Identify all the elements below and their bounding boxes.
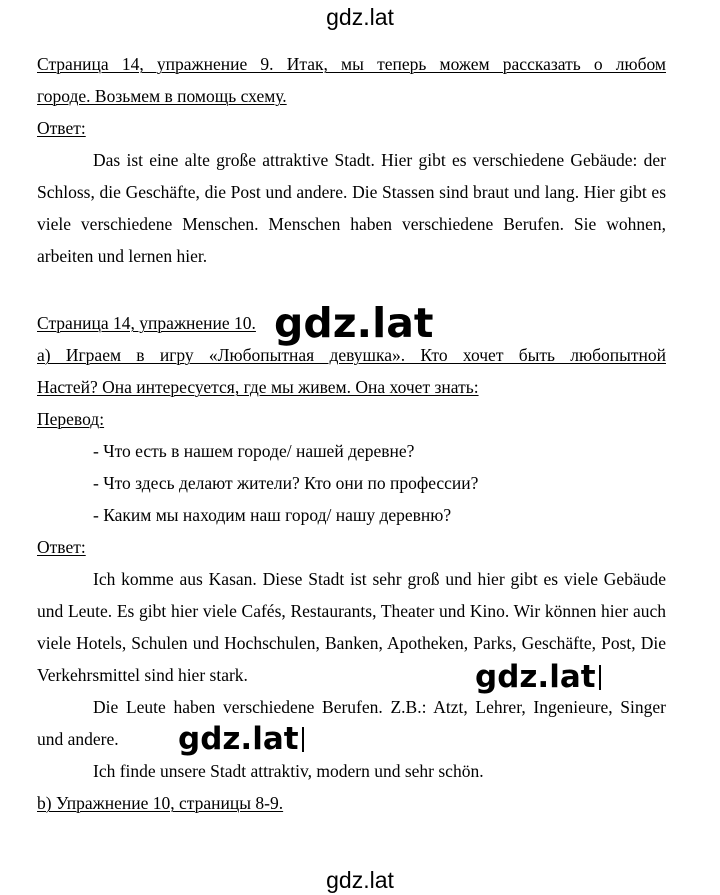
- watermark: gdz.lat: [473, 662, 603, 693]
- exercise-9-answer-text: Das ist eine alte große attraktive Stadt. Hier gibt es verschiedene Gebäude: der Schloss, die Geschäfte, die Post und andere. Die Stassen sind braut und lang. Hier gibt es viele verschiedene Menschen. Menschen haben verschiedene Berufen. Sie wohnen, arbeiten und lernen hier.: [37, 150, 666, 266]
- exercise-10-answer-paragraph-2: Die Leute haben verschiedene Berufen. Z.B.: Atzt, Lehrer, Ingenieure, Singer und andere.: [37, 697, 666, 749]
- exercise-10-answer-paragraph-3: Ich finde unsere Stadt attraktiv, modern und sehr schön.: [93, 761, 484, 781]
- exercise-9-title-line1: Страница 14, упражнение 9. Итак, мы теперь можем рассказать о любом: [37, 54, 666, 74]
- exercise-10: [37, 307, 666, 819]
- question-item: - Что есть в нашем городе/ нашей деревне?: [93, 441, 415, 461]
- exercise-10-task-a-line2: Настей? Она интересуется, где мы живем. Она хочет знать:: [37, 377, 479, 397]
- exercise-10-task-b: b) Упражнение 10, страницы 8-9.: [37, 793, 284, 813]
- site-header: gdz.lat: [326, 4, 394, 30]
- exercise-9-title-line2: городе. Возьмем в помощь схему.: [37, 86, 287, 106]
- question-item: - Каким мы находим наш город/ нашу деревню?: [93, 505, 452, 525]
- site-footer: gdz.lat: [326, 867, 394, 893]
- exercise-10-translation-label: Перевод:: [37, 409, 105, 429]
- exercise-10-title: Страница 14, упражнение 10.: [37, 313, 256, 333]
- exercise-9-answer-label: Ответ:: [37, 118, 86, 138]
- exercise-9: [37, 48, 666, 272]
- watermark: gdz.lat: [274, 299, 434, 347]
- exercise-10-task-a-line1: а) Играем в игру «Любопытная девушка». Кто хочет быть любопытной: [37, 345, 666, 365]
- question-item: - Что здесь делают жители? Кто они по профессии?: [93, 473, 479, 493]
- exercise-10-answer-paragraph-1: Ich komme aus Kasan. Diese Stadt ist sehr groß und hier gibt es viele Gebäude und Leute. Es gibt hier viele Cafés, Restaurants, Theater und Kino. Wir können hier auch viele Hotels, Schulen und Hochschulen, Banken, Apotheken, Parks, Geschäfte, Post, Die Verkehrsmittel sind hier stark.: [37, 569, 666, 685]
- exercise-10-answer-label: Ответ:: [37, 537, 86, 557]
- watermark: gdz.lat: [176, 724, 306, 755]
